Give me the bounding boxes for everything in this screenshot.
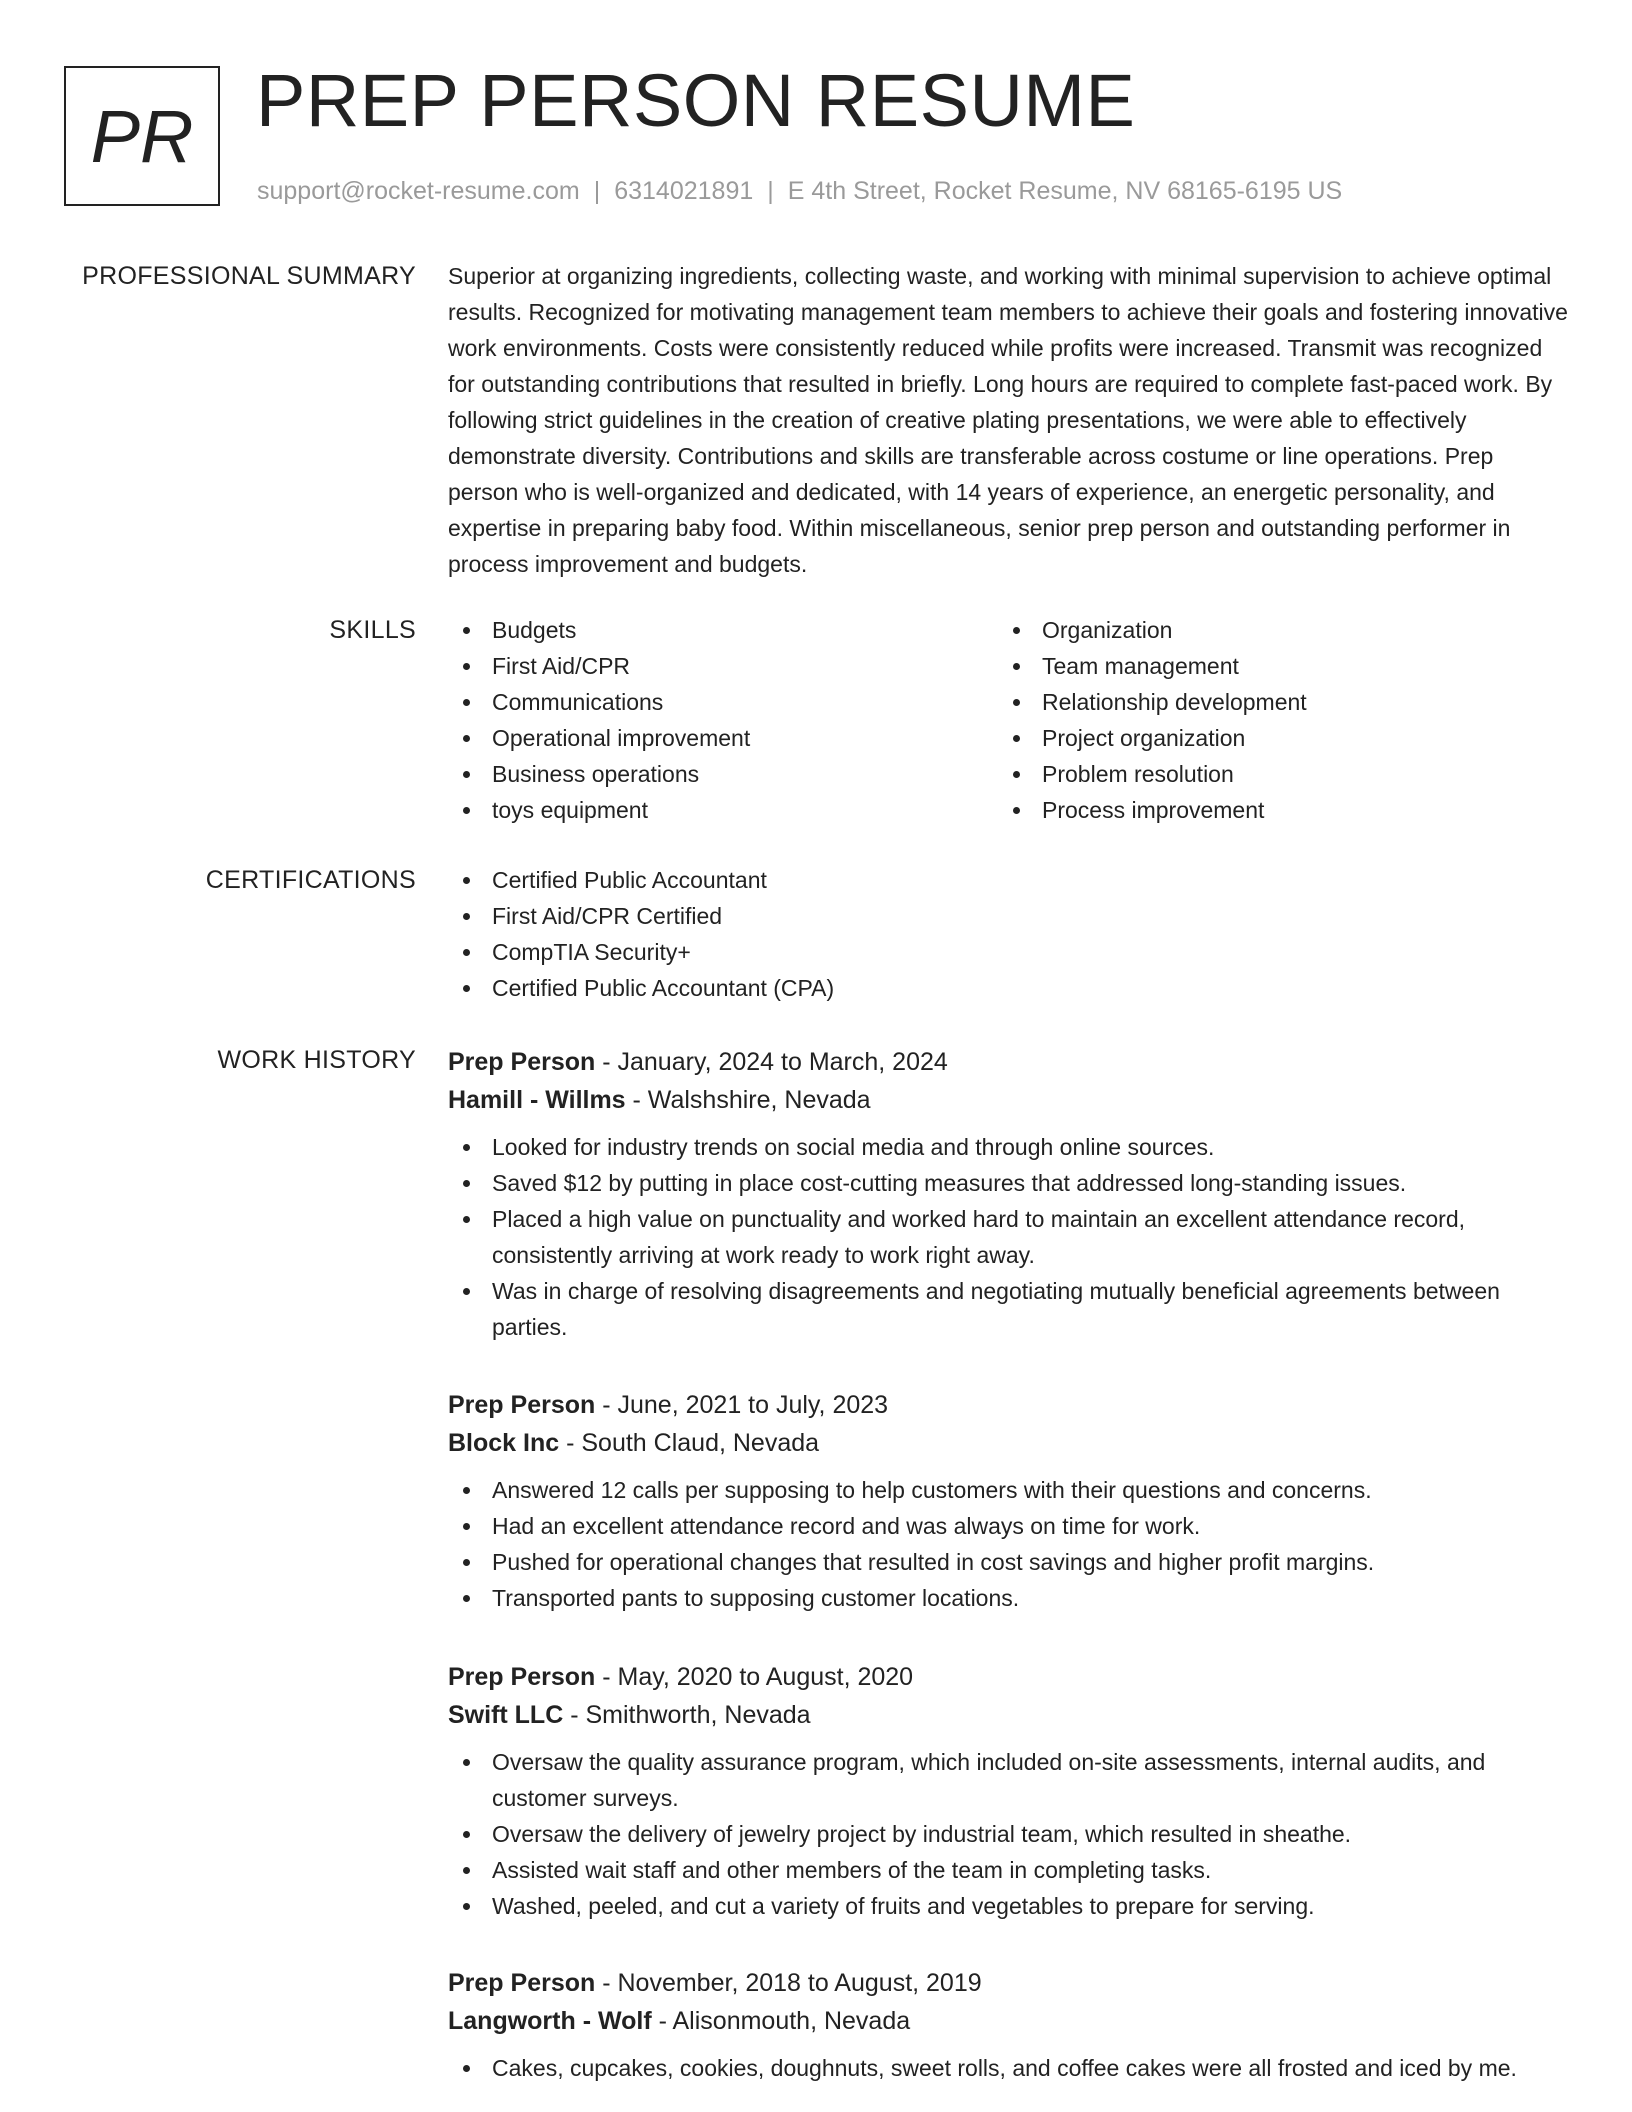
certifications-list — [448, 862, 1568, 1006]
list-item: Transported pants to supposing customer locations. — [448, 1580, 1568, 1616]
contact-address: E 4th Street, Rocket Resume, NV 68165-6195 US — [787, 177, 1343, 205]
skills-list-left — [448, 612, 998, 828]
list-item: Relationship development — [998, 684, 1548, 720]
job-location: - Alisonmouth, Nevada — [651, 2007, 911, 2035]
list-item: Saved $12 by putting in place cost-cutting measures that addressed long-standing issues. — [448, 1165, 1568, 1201]
job-entry — [448, 1386, 1568, 1616]
list-item: Business operations — [448, 756, 998, 792]
job-location: - Smithworth, Nevada — [563, 1701, 811, 1729]
job-title-line — [448, 1658, 1568, 1696]
job-title-line — [448, 1043, 1568, 1081]
certifications-body — [448, 862, 1568, 1006]
summary-label: PROFESSIONAL SUMMARY — [82, 262, 416, 290]
job-entry — [448, 1043, 1568, 1345]
list-item: Operational improvement — [448, 720, 998, 756]
job-company: Hamill - Willms — [448, 1086, 626, 1114]
list-item: Problem resolution — [998, 756, 1548, 792]
list-item: Pushed for operational changes that resulted in cost savings and higher profit margins. — [448, 1544, 1568, 1580]
list-item: Process improvement — [998, 792, 1548, 828]
skills-label: SKILLS — [329, 616, 416, 644]
skills-body — [448, 612, 1568, 828]
job-title-line — [448, 1386, 1568, 1424]
job-title: Prep Person — [448, 1391, 596, 1419]
job-dates: - November, 2018 to August, 2019 — [595, 1969, 982, 1997]
list-item: Certified Public Accountant (CPA) — [448, 970, 1568, 1006]
certifications-label: CERTIFICATIONS — [205, 866, 416, 894]
job-company: Block Inc — [448, 1429, 560, 1457]
job-location: - Walshshire, Nevada — [625, 1086, 871, 1114]
job-entry — [448, 1964, 1568, 2086]
job-bullets — [448, 1744, 1568, 1924]
job-title: Prep Person — [448, 1048, 596, 1076]
job-bullets — [448, 2050, 1568, 2086]
resume-title: PREP PERSON RESUME — [256, 59, 1136, 142]
list-item: Budgets — [448, 612, 998, 648]
list-item: Oversaw the quality assurance program, which included on-site assessments, internal audits, and customer surveys. — [448, 1744, 1568, 1816]
list-item: Certified Public Accountant — [448, 862, 1568, 898]
job-company: Langworth - Wolf — [448, 2007, 652, 2035]
job-company-line — [448, 1424, 1568, 1462]
list-item: toys equipment — [448, 792, 998, 828]
job-company-line — [448, 2002, 1568, 2040]
list-item: Organization — [998, 612, 1548, 648]
monogram-logo: PR — [64, 66, 220, 206]
job-title: Prep Person — [448, 1663, 596, 1691]
summary-text: Superior at organizing ingredients, collecting waste, and working with minimal supervision to achieve optimal results. Recognized for motivating management team members to achieve their goals and fostering innovative work environments. Costs were consistently reduced while profits were increased. Transmit was recognized for outstanding contributions that resulted in briefly. Long hours are required to complete fast-paced work. By following strict guidelines in the creation of creative plating presentations, we were able to effectively demonstrate diversity. Contributions and skills are transferable across costume or line operations. Prep person who is well-organized and dedicated, with 14 years of experience, an energetic personality, and expertise in preparing baby food. Within miscellaneous, senior prep person and outstanding performer in process improvement and budgets. — [448, 263, 1568, 577]
job-title-line — [448, 1964, 1568, 2002]
list-item: Had an excellent attendance record and was always on time for work. — [448, 1508, 1568, 1544]
summary-body — [448, 258, 1568, 582]
list-item: Team management — [998, 648, 1548, 684]
list-item: Was in charge of resolving disagreements and negotiating mutually beneficial agreements between parties. — [448, 1273, 1568, 1345]
contact-phone[interactable]: 6314021891 — [614, 177, 754, 205]
contact-email[interactable]: support@rocket-resume.com — [257, 177, 580, 205]
list-item: Answered 12 calls per supposing to help customers with their questions and concerns. — [448, 1472, 1568, 1508]
list-item: Oversaw the delivery of jewelry project by industrial team, which resulted in sheathe. — [448, 1816, 1568, 1852]
contact-line — [257, 174, 1342, 208]
list-item: Communications — [448, 684, 998, 720]
job-bullets — [448, 1129, 1568, 1345]
list-item: Placed a high value on punctuality and worked hard to maintain an excellent attendance record, consistently arriving at work ready to work right away. — [448, 1201, 1568, 1273]
list-item: Washed, peeled, and cut a variety of fruits and vegetables to prepare for serving. — [448, 1888, 1568, 1924]
job-location: - South Claud, Nevada — [559, 1429, 820, 1457]
job-company-line — [448, 1696, 1568, 1734]
list-item: First Aid/CPR — [448, 648, 998, 684]
list-item: Cakes, cupcakes, cookies, doughnuts, sweet rolls, and coffee cakes were all frosted and iced by me. — [448, 2050, 1568, 2086]
job-company: Swift LLC — [448, 1701, 564, 1729]
list-item: CompTIA Security+ — [448, 934, 1568, 970]
job-dates: - January, 2024 to March, 2024 — [595, 1048, 948, 1076]
job-entry — [448, 1658, 1568, 1924]
job-company-line — [448, 1081, 1568, 1119]
contact-separator: | — [767, 177, 774, 205]
contact-separator: | — [593, 177, 601, 205]
job-dates: - June, 2021 to July, 2023 — [595, 1391, 889, 1419]
job-dates: - May, 2020 to August, 2020 — [595, 1663, 914, 1691]
skills-list-right — [998, 612, 1548, 828]
list-item: First Aid/CPR Certified — [448, 898, 1568, 934]
list-item: Project organization — [998, 720, 1548, 756]
job-title: Prep Person — [448, 1969, 596, 1997]
list-item: Looked for industry trends on social media and through online sources. — [448, 1129, 1568, 1165]
work-history-label: WORK HISTORY — [217, 1046, 416, 1074]
list-item: Assisted wait staff and other members of the team in completing tasks. — [448, 1852, 1568, 1888]
job-bullets — [448, 1472, 1568, 1616]
